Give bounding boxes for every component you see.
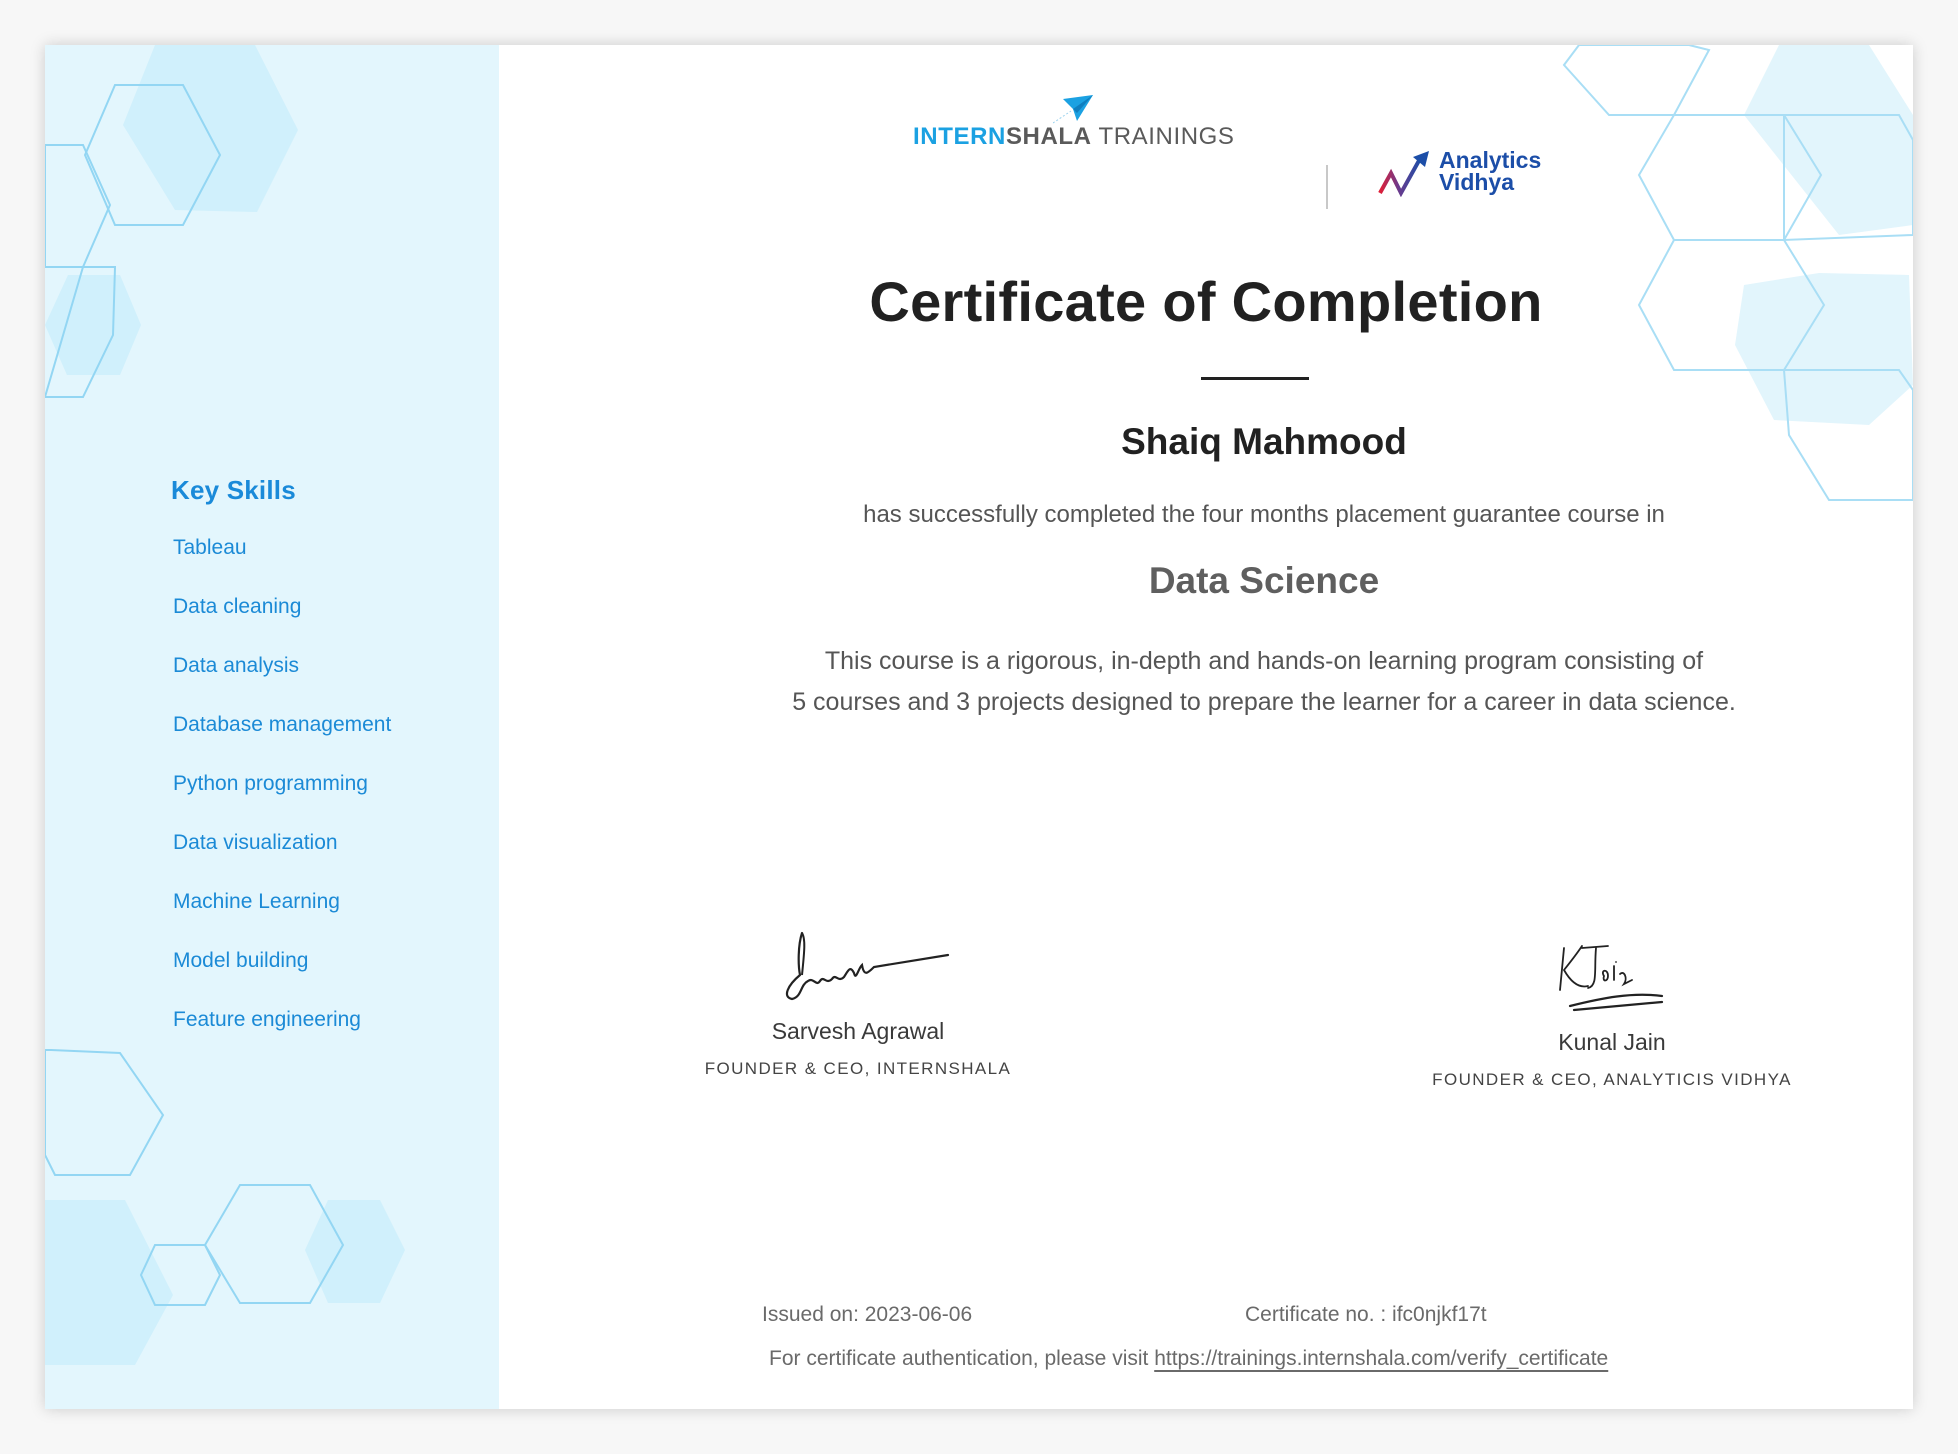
- trend-arrow-icon: [1377, 151, 1433, 197]
- skill-item: Feature engineering: [173, 1008, 361, 1031]
- verification-note: For certificate authentication, please visit https://trainings.internshala.com/verify_certificate: [769, 1347, 1609, 1370]
- skills-sidebar: [45, 45, 499, 1409]
- skill-item: Model building: [173, 949, 309, 972]
- completion-statement: has successfully completed the four months placement guarantee course in: [863, 501, 1665, 528]
- signatory-name: Kunal Jain: [1558, 1029, 1666, 1055]
- signatory-analytics-vidhya: [1412, 940, 1812, 1090]
- skill-item: Data cleaning: [173, 595, 302, 618]
- certificate-title: Certificate of Completion: [869, 270, 1543, 333]
- course-name: Data Science: [1148, 560, 1380, 601]
- skill-item: Database management: [173, 713, 392, 736]
- logo-divider: [1326, 165, 1328, 209]
- internshala-trainings-logo: INTERNSHALA TRAININGS: [913, 123, 1235, 151]
- key-skills-section: [171, 475, 391, 1067]
- signatory-role: FOUNDER & CEO, INTERNSHALA: [704, 1059, 1012, 1078]
- signatory-name: Sarvesh Agrawal: [771, 1018, 945, 1044]
- paper-plane-icon: [1053, 95, 1097, 125]
- verify-certificate-link[interactable]: https://trainings.internshala.com/verify_certificate: [1154, 1347, 1609, 1370]
- recipient-name: Shaiq Mahmood: [1121, 421, 1407, 462]
- certificate-number: Certificate no. : ifc0njkf17t: [1245, 1303, 1487, 1326]
- skill-item: Machine Learning: [173, 890, 340, 913]
- signatory-role: FOUNDER & CEO, ANALYTICIS VIDHYA: [1432, 1070, 1792, 1089]
- signature-kunal-icon: [1512, 940, 1712, 1012]
- key-skills-heading: Key Skills: [171, 475, 296, 505]
- skill-item: Python programming: [173, 772, 368, 795]
- certificate-card: [45, 45, 1913, 1409]
- signatory-internshala: [693, 925, 1023, 1079]
- title-divider: [1201, 377, 1309, 380]
- skill-item: Tableau: [173, 536, 247, 559]
- issued-date: Issued on: 2023-06-06: [762, 1303, 973, 1326]
- skill-item: Data analysis: [173, 654, 300, 677]
- course-description: This course is a rigorous, in-depth and hands-on learning program consisting of 5 courses and 3 projects designed to prepare the learner for a career in data science.: [792, 647, 1736, 716]
- certificate-body: [499, 45, 1913, 1409]
- skill-item: Data visualization: [173, 831, 338, 854]
- analytics-vidhya-logo: Analytics Vidhya: [1377, 151, 1433, 202]
- signature-sarvesh-icon: [758, 925, 958, 1005]
